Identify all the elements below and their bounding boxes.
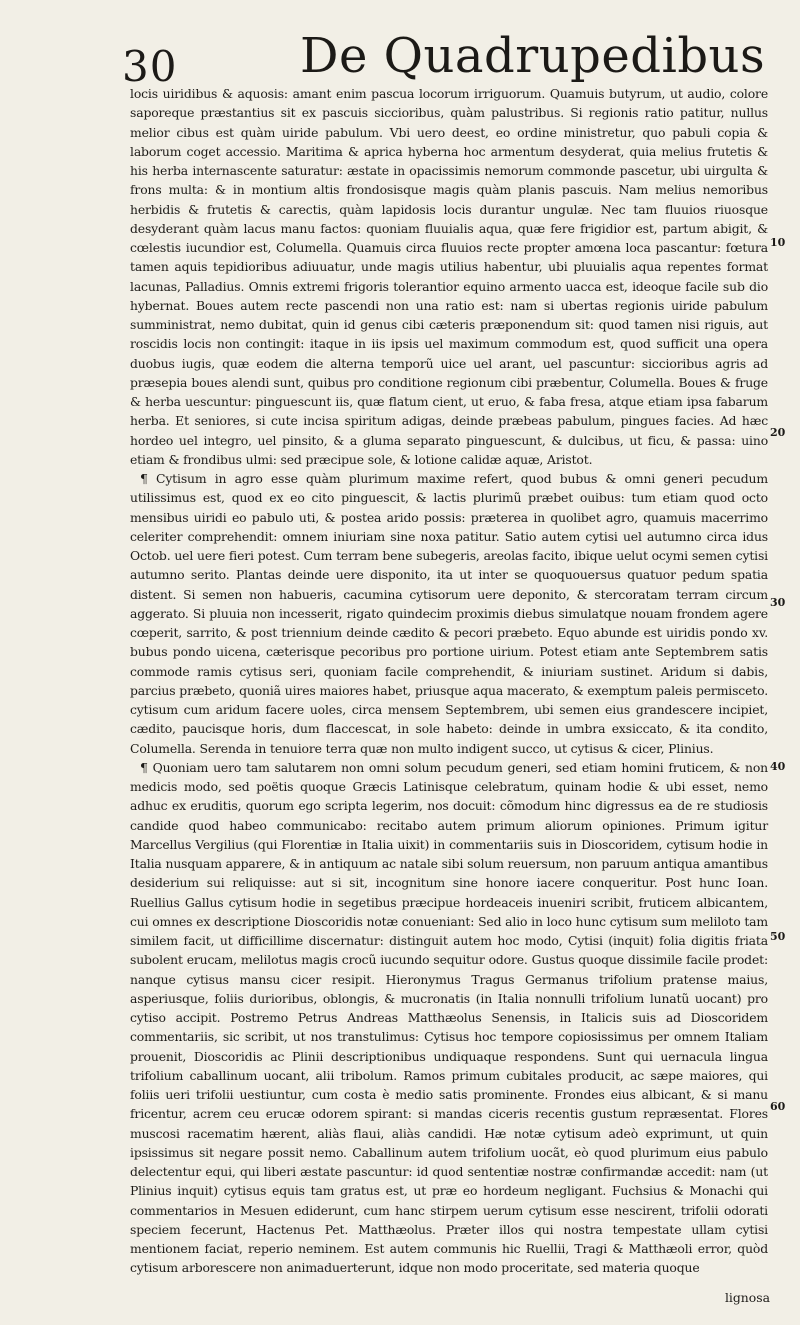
- line-number-40: 40: [770, 760, 786, 773]
- line-number-60: 60: [770, 1100, 786, 1113]
- catchword: lignosa: [724, 1290, 770, 1305]
- line-number-50: 50: [770, 930, 786, 943]
- paragraph-2: ¶ Cytisum in agro esse quàm plurimum maxime refert, quod bubus & omni generi pecudum utilissimus est, quod ex eo cito pinguescit, & lactis plurimũ præbet ouibus: tum etiam quod octo mensibus uiridi eo pabulo uti, & postea arido possis: præterea in quolibet agro, quamuis macerrimo celeriter comprehendit: omnem iniuriam sine noxa patitur. Satio autem cytisi uel autumno circa idus Octob. uel uere fieri potest. Cum terram bene subegeris, areolas facito, ibique uelut ocymi semen cytisi autumno serito. Plantas deinde uere disponito, ita ut inter se quoquouersus quatuor pedum spatia distent. Si semen non habueris, cacumina cytisorum uere deponito, & stercoratam terram circum aggerato. Si pluuia non incesserit, rigato quindecim proximis diebus simulatque nouam frondem agere cœperit, sarrito, & post triennium deinde cædito & pecori præbeto. Equo abunde est uiridis pondo xv. bubus pondo uicena, cæterisque pecoribus pro portione uirium. Potest etiam ante Septembrem satis commode ramis cytisus seri, quoniam facile comprehendit, & iniuriam sustinet. Aridum si dabis, parcius præbeto, quoniã uires maiores habet, priusque aqua macerato, & exemptum paleis permisceto. cytisum cum aridum facere uoles, circa mensem Septembrem, ubi semen eius grandescere incipiet, cædito, paucisque horis, dum flaccescat, in sole habeto: deinde in umbra exsiccato, & ita condito, Columella. Serenda in tenuiore terra quæ non multo indigent succo, ut cytisus & cicer, Plinius.: [130, 471, 768, 756]
- running-title: De Quadrupedibus: [300, 28, 766, 84]
- body-text: [130, 84, 768, 1278]
- page-number: 30: [122, 42, 178, 91]
- line-number-20: 20: [770, 426, 786, 439]
- paragraph-3: ¶ Quoniam uero tam salutarem non omni solum pecudum generi, sed etiam homini fruticem, & non medicis modo, sed poëtis quoque Græcis Latinisque celebratum, quinam hodie & ubi esset, nemo adhuc ex eruditis, quorum ego scripta legerim, nos docuit: cõmodum hinc digressus ea de re studiosis candide quod habeo communicabo: recitabo autem primum aliorum opiniones. Primum igitur Marcellus Vergilius (qui Florentiæ in Italia uixit) in commentariis suis in Dioscoridem, cytisum hodie in Italia nusquam apparere, & in antiquum ac natale sibi solum reuersum, non paruum antiqua amantibus desiderium sui reliquisse: aut si sit, incognitum sine honore iacere conqueritur. Post hunc Ioan. Ruellius Gallus cytisum hodie in segetibus præcipue hordeaceis inueniri scribit, fruticem albicantem, cui omnes ex descriptione Dioscoridis notæ conueniant: Sed alio in loco hunc cytisum sum meliloto tam similem facit, ut difficillime discernatur: distinguit autem hoc modo, Cytisi (inquit) folia digitis friata subolent erucam, melilotus magis crocũ iucundo sequitur odore. Gustus quoque dissimile facile prodet: nanque cytisus mansu cicer resipit. Hieronymus Tragus Germanus trifolium pratense maius, asperiusque, foliis durioribus, oblongis, & mucronatis (in Italia nonnulli trifolium lunatũ uocant) pro cytiso accipit. Postremo Petrus Andreas Matthæolus Senensis, in Italicis suis ad Dioscoridem commentariis, sic scribit, ut nos transtulimus: Cytisus hoc tempore copiosissimus per omnem Italiam prouenit, Dioscoridis ac Plinii descriptionibus undiquaque respondens. Sunt qui uernacula lingua trifolium caballinum uocant, alii tribolum. Ramos primum cubitales producit, ac sæpe maiores, qui foliis ueri trifolii uestiuntur, cum costa è medio satis prominente. Frondes eius albicant, & si manu fricentur, acrem ceu erucæ odorem spirant: si mandas ciceris recentis gustum repræsentat. Flores muscosi racematim hærent, aliàs flaui, aliàs candidi. Hæ notæ cytisum adeò exprimunt, ut quin ipsissimus sit negare possit nemo. Caballinum autem trifolium uocãt, eò quod plurimum eius pabulo delectentur equi, qui liberi æstate pascuntur: id quod sententiæ nostræ confirmandæ accedit: nam (ut Plinius inquit) cytisus equis tam gratus est, ut præ eo hordeum negligant. Fuchsius & Monachi qui commentarios in Mesuen ediderunt, cum hanc stirpem uerum cytisum esse nescirent, trifolii odorati speciem fecerunt, Hactenus Pet. Matthæolus. Præter illos qui nostra tempestate ullam cytisi mentionem faciat, reperio neminem. Est autem communis hic Ruellii, Tragi & Matthæoli error, quòd cytisum arborescere non animaduerterunt, idque non modo proceritate, sed materia quoque: [130, 759, 768, 1276]
- line-number-10: 10: [770, 236, 786, 249]
- paragraph-1: locis uiridibus & aquosis: amant enim pascua locorum irriguorum. Quamuis butyrum, ut audio, colore saporeque præstantius sit ex pascuis siccioribus, quàm palustribus. Si regionis ratio patitur, nullus melior cibus est quàm uiride pabulum. Vbi uero deest, eo ordine ministretur, quo pabuli copia & laborum coget accessio. Maritima & aprica hyberna hoc armentum desyderat, quia melius frutetis & his herba internascente saturatur: æstate in opacissimis nemorum commonde pascetur, ubi uirgulta & frons multa: & in montium altis frondosisque magis quàm planis pascuis. Nam melius nemoribus herbidis & frutetis & carectis, quàm lapidosis locis durantur ungulæ. Nec tam fluuios riuosque desyderant quàm lacus manu factos: quoniam fluuialis aqua, quæ fere frigidior est, partum abigit, & cœlestis iucundior est, Columella. Quamuis circa fluuios recte propter amœna loca pascantur: fœtura tamen aquis tepidioribus adiuuatur, unde magis utilius habentur, ubi pluuialis aqua repentes format lacunas, Palladius. Omnis extremi frigoris tolerantior equino armento uacca est, ideoque facile sub dio hybernat. Boues autem recte pascendi non una ratio est: nam si ubertas regionis uiride pabulum sumministrat, nemo dubitat, quin id genus cibi cæteris præponendum sit: quod tamen nisi riguis, aut roscidis locis non contingit: itaque in iis ipsis uel maximum commodum est, quod sufficit una opera duobus iugis, quæ eodem die alterna temporũ uice uel arant, uel pascuntur: siccioribus agris ad præsepia boues alendi sunt, quibus pro conditione regionum cibi præbentur, Columella. Boues & fruge & herba uescuntur: pinguescunt iis, quæ flatum cient, ut eruo, & faba fresa, atque etiam ipsa fabarum herba. Et seniores, si cute incisa spiritum adigas, deinde præbeas pabulum, pingues facies. Ad hæc hordeo uel integro, uel pinsito, & a gluma separato pinguescunt, & dulcibus, ut ficu, & passa: uino etiam & frondibus ulmi: sed præcipue sole, & lotione calidæ aquæ, Aristot.: [130, 86, 768, 467]
- line-number-30: 30: [770, 596, 786, 609]
